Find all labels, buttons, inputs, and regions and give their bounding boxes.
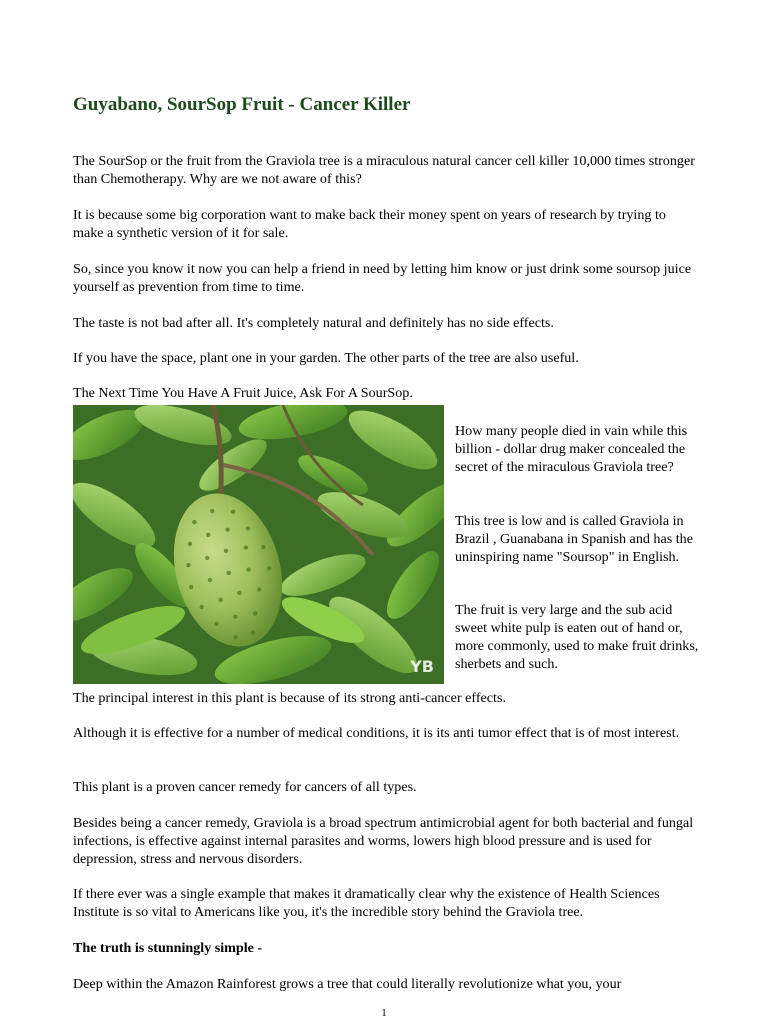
paragraph-intro: The SourSop or the fruit from the Graviola tree is a miraculous natural cancer cell killer 10,000 times stronger than Chemotherapy. Why are we not aware of this? (73, 153, 695, 187)
paragraph-corporation: It is because some big corporation want to make back their money spent on years of research by trying to make a synthetic version of it for sale. (73, 207, 666, 241)
paragraph-truth-heading: The truth is stunningly simple - (73, 940, 263, 956)
page-number: 1 (381, 1007, 387, 1019)
paragraph-principal-interest: The principal interest in this plant is because of its strong anti-cancer effects. (73, 690, 506, 706)
paragraph-help-friend: So, since you know it now you can help a friend in need by letting him know or just drink some soursop juice yourself as prevention from time to time. (73, 261, 692, 295)
paragraph-amazon: Deep within the Amazon Rainforest grows a tree that could literally revolutionize what you, your (73, 976, 622, 992)
paragraph-taste: The taste is not bad after all. It's completely natural and definitely has no side effects. (73, 315, 554, 331)
paragraph-plant-garden: If you have the space, plant one in your garden. The other parts of the tree are also useful. (73, 350, 579, 366)
side-paragraph-graviola-name: This tree is low and is called Graviola in Brazil , Guanabana in Spanish and has the uninspiring name "Soursop" in English. (455, 513, 693, 565)
document-page (73, 0, 699, 1024)
page-title: Guyabano, SourSop Fruit - Cancer Killer (73, 94, 411, 115)
paragraph-antimicrobial: Besides being a cancer remedy, Graviola is a broad spectrum antimicrobial agent for both bacterial and fungal infections, is effective against internal parasites and worms, lowers high blood pressure and is used for depression, stress and nervous disorders. (73, 815, 694, 867)
soursop-fruit-photo (73, 405, 444, 684)
paragraph-next-time: The Next Time You Have A Fruit Juice, Ask For A SourSop. (73, 385, 413, 401)
paragraph-proven-remedy: This plant is a proven cancer remedy for cancers of all types. (73, 779, 417, 795)
paragraph-anti-tumor: Although it is effective for a number of medical conditions, it is its anti tumor effect that is of most interest. (73, 725, 680, 741)
paragraph-health-sciences: If there ever was a single example that makes it dramatically clear why the existence of Health Sciences Institute is so vital to Americans like you, it's the incredible story behind the Graviola tree. (73, 886, 660, 920)
side-paragraph-billion: How many people died in vain while this billion - dollar drug maker concealed the secret of the miraculous Graviola tree? (455, 423, 688, 475)
side-paragraph-fruit-pulp: The fruit is very large and the sub acid sweet white pulp is eaten out of hand or, more commonly, used to make fruit drinks, sherbets and such. (455, 602, 699, 672)
photo-watermark: YB (410, 657, 434, 676)
